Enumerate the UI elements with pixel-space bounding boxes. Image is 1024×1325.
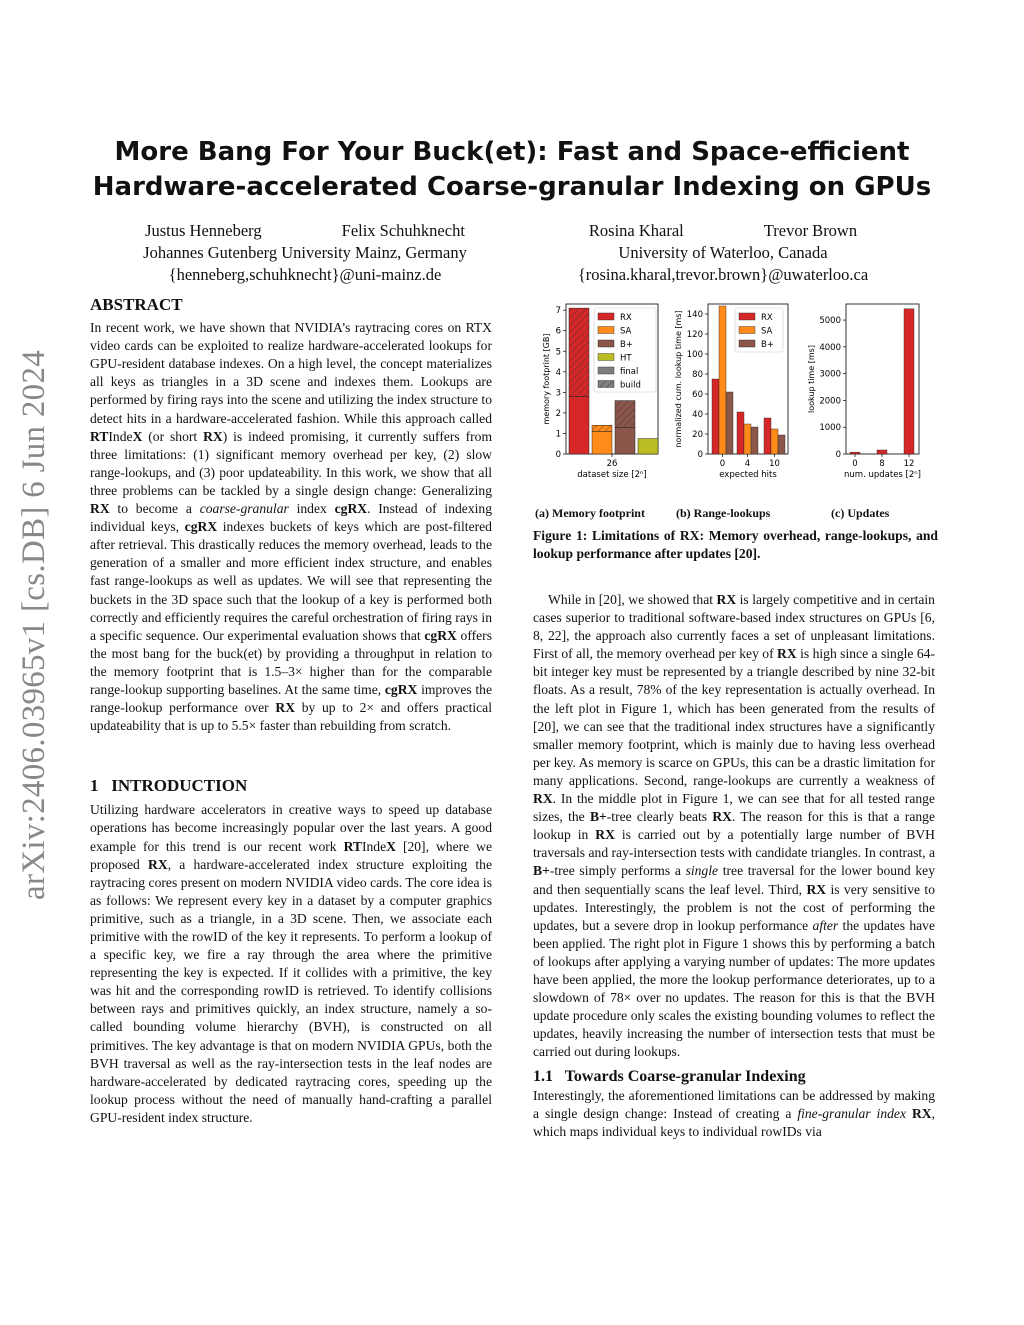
bar-RX-final bbox=[569, 396, 589, 454]
author-name: Trevor Brown bbox=[763, 221, 858, 240]
bar-SA bbox=[771, 429, 778, 454]
legend-hatch bbox=[598, 381, 614, 388]
author-block-right bbox=[508, 220, 938, 286]
bar-B+ bbox=[726, 392, 733, 454]
arxiv-identifier: arXiv:2406.03965v1 [cs.DB] 6 Jun 2024 bbox=[16, 349, 52, 900]
legend-label: SA bbox=[761, 326, 773, 337]
y-tick-label: 20 bbox=[692, 430, 703, 440]
left-column bbox=[90, 296, 492, 1127]
y-tick-label: 0 bbox=[835, 450, 841, 460]
author-name: Rosina Kharal bbox=[588, 221, 684, 240]
bar-SA bbox=[744, 424, 751, 454]
legend-label: final bbox=[620, 367, 639, 377]
author-name: Felix Schuhknecht bbox=[341, 221, 465, 240]
bar-SA bbox=[719, 306, 726, 454]
y-tick-label: 0 bbox=[555, 450, 561, 460]
title-line-2: Hardware-accelerated Coarse-granular Indexing on GPUs bbox=[92, 172, 932, 202]
figure-1-charts bbox=[533, 298, 943, 488]
figure-1 bbox=[533, 298, 943, 488]
title-line-1: More Bang For Your Buck(et): Fast and Space-efficient bbox=[114, 137, 910, 167]
y-axis-label: lookup time [ms] bbox=[807, 345, 816, 413]
y-axis-label: memory footprint [GB] bbox=[542, 333, 551, 425]
legend-label: B+ bbox=[761, 340, 774, 350]
author-name: Justus Henneberg bbox=[145, 221, 262, 240]
x-tick-label: 26 bbox=[606, 459, 618, 469]
x-tick-label: 8 bbox=[879, 459, 885, 469]
x-tick-label: 10 bbox=[769, 459, 780, 469]
legend-label: RX bbox=[620, 313, 632, 323]
x-axis-label: dataset size [2ⁿ] bbox=[577, 470, 647, 480]
bar-RX bbox=[877, 450, 887, 454]
legend-swatch-B+ bbox=[739, 340, 755, 347]
legend-label: RX bbox=[761, 313, 773, 323]
author-email: {henneberg,schuhknecht}@uni-mainz.de bbox=[168, 265, 442, 284]
legend-label: SA bbox=[620, 326, 632, 337]
figure-caption: Figure 1: Limitations of RX: Memory overhead, range-lookups, and lookup performance after updates [20]. bbox=[533, 528, 938, 561]
legend-swatch-SA bbox=[739, 327, 755, 334]
y-tick-label: 1000 bbox=[819, 423, 841, 434]
y-axis-label: normalized cum. lookup time [ms] bbox=[674, 310, 683, 448]
x-tick-label: 4 bbox=[744, 459, 751, 469]
bar-hatch bbox=[592, 425, 612, 431]
x-axis-label: num. updates [2ⁿ] bbox=[844, 470, 921, 480]
y-tick-label: 60 bbox=[692, 390, 703, 400]
legend-label: build bbox=[620, 380, 641, 391]
y-tick-label: 4 bbox=[555, 367, 561, 378]
paragraph: While in [20], we showed that RX is largely competitive and in certain cases superior to traditional software-based index structures on GPUs [6, 8, 22], the approach also currently faces a set of unpleasant limitations. First of all, the memory overhead per key of RX is high since a single 64-bit integer key must be represented by a triangle described by nine 32-bit floats. As a result, 78% of the key representation is actually overhead. In the left plot in Figure 1, which has been generated from the results of [20], we can see that the traditional index structures have a significantly smaller memory footprint, which is mainly due to having less overhead per key. As memory is scarce on GPUs, this can be a drastic limitation for many applications. Second, range-lookups are currently a weakness of RX. In the middle plot in Figure 1, we can see that for all tested range sizes, the B+-tree clearly beats RX. The reason for this is that a range lookup in RX is carried out by a potentially large number of BVH traversals and ray-intersection tests with candidate triangles. In contrast, a B+-tree simply performs a single tree traversal for the lower bound key and then sequentially scans the leaf level. Third, RX is very sensitive to updates. Interestingly, the problem is not the cost of performing the updates, but a severe drop in lookup performance after the updates have been applied. The right plot in Figure 1 shows this by performing a batch of lookups after applying a varying number of updates: The more updates have been applied, the more the lookup performance deteriorates, up to a slowdown of 78× over no updates. The reason for this is that the BVH update procedure only scales the existing bounding volumes to reflect the updates, heavily increasing the number of intersection tests that must be carried out during lookups. bbox=[533, 592, 936, 1060]
bar-RX bbox=[764, 418, 771, 454]
y-tick-label: 2000 bbox=[819, 396, 841, 407]
author-affiliation: University of Waterloo, Canada bbox=[618, 243, 828, 262]
paragraph: Interestingly, the aforementioned limitations can be addressed by making a single design change: Instead of creating a fine-granular index RX, which maps individual keys to individual rowIDs via bbox=[533, 1087, 935, 1139]
paper-title bbox=[60, 135, 964, 205]
y-tick-label: 6 bbox=[555, 326, 561, 337]
author-block-left bbox=[95, 220, 515, 286]
bar-RX bbox=[904, 309, 914, 454]
y-tick-label: 3000 bbox=[819, 369, 841, 380]
legend-swatch-RX bbox=[598, 313, 614, 320]
y-tick-label: 80 bbox=[692, 370, 703, 380]
bar-hatch bbox=[615, 401, 635, 428]
y-tick-label: 1 bbox=[555, 429, 561, 440]
y-tick-label: 4000 bbox=[819, 342, 841, 353]
bar-RX bbox=[737, 412, 744, 454]
x-tick-label: 0 bbox=[719, 459, 726, 469]
abstract-heading: ABSTRACT bbox=[90, 295, 183, 314]
author-email: {rosina.kharal,trevor.brown}@uwaterloo.ca bbox=[577, 265, 869, 284]
x-tick-label: 0 bbox=[852, 459, 858, 469]
author-names bbox=[508, 220, 938, 242]
subsection-heading: 1.1 Towards Coarse-granular Indexing bbox=[533, 1068, 806, 1086]
y-tick-label: 120 bbox=[686, 330, 703, 340]
bar-RX bbox=[850, 452, 860, 454]
bar-B+-final bbox=[615, 427, 635, 454]
y-tick-label: 7 bbox=[555, 306, 561, 317]
y-tick-label: 2 bbox=[555, 408, 561, 419]
y-tick-label: 5000 bbox=[819, 316, 841, 327]
x-tick-label: 12 bbox=[903, 459, 915, 469]
author-names bbox=[95, 220, 515, 242]
abstract-text: In recent work, we have shown that NVIDIA’s raytracing cores on RTX video cards can be exploited to realize hardware-accelerated lookups for GPU-resident database indexes. On a high level, the concept materializes all keys as triangles in a 3D scene and indexes them. Lookups are performed by firing rays into the scene and utilizing the index structure to detect hits in a hardware-accelerated fashion. While this approach called RTIndeX (or short RX) is indeed promising, it currently suffers from three limitations: (1) significant memory overhead per key, (2) slow range-lookups, and (3) poor updateability. In this work, we show that all three problems can be tackled by a single design change: Generalizing RX to become a coarse-granular index cgRX. Instead of indexing individual keys, cgRX indexes buckets of keys which are post-filtered after retrieval. This drastically reduces the memory overhead, leads to the generation of a smaller and more efficient index structure, and enables fast range-lookups as well as updates. We will see that representing the buckets in the 3D space such that the lookup of a key is performed both correctly and efficiently requires the careful orchestration of firing rays in a specific sequence. Our experimental evaluation shows that cgRX offers the most bang for the buck(et) by providing a throughput in relation to the memory footprint that is 1.5–3× higher than for the comparable range-lookup supporting baselines. At the same time, cgRX improves the range-lookup performance over RX by up to 2× and offers practical updateability that is up to 5.5× faster than rebuilding from scratch. bbox=[90, 320, 493, 734]
right-column bbox=[533, 591, 935, 1141]
y-tick-label: 5 bbox=[555, 347, 561, 358]
introduction-text: Utilizing hardware accelerators in creative ways to speed up database operations has become increasingly popular over the last years. A good example for this trend is our recent work RTIndeX [20], where we proposed RX, a hardware-accelerated index structure exploiting the raytracing cores present on modern NVIDIA video cards. The core idea is as follows: We represent every key in a dataset by a computer graphics primitive, such as a triangle, in a 3D scene. Then, we associate each primitive with the rowID of the key it represents. To perform a lookup of a specific key, we fire a ray through the area where the primitive representing the key is expected. If it collides with a primitive, the key was hit and the corresponding rowID is retrieved. To identify collisions between rays and primitives quickly, an index structure, namely a so-called bounding volume hierarchy (BVH), is constructed on all primitives. The key advantage is that on modern NVIDIA GPUs, both the BVH traversal as well as the ray-intersection tests in the leaf nodes are hardware-accelerated by dedicated raytracing cores, speeding up the lookup process without the need of manually hand-crafting a parallel GPU-resident index structure. bbox=[90, 802, 493, 1125]
legend-label: HT bbox=[620, 353, 632, 364]
y-tick-label: 140 bbox=[686, 310, 703, 320]
introduction-heading: 1 INTRODUCTION bbox=[90, 776, 248, 796]
y-tick-label: 3 bbox=[555, 388, 561, 399]
caption-c: (c) Updates bbox=[831, 506, 890, 520]
bar-B+ bbox=[778, 435, 785, 454]
author-affiliation: Johannes Gutenberg University Mainz, Germany bbox=[143, 243, 467, 262]
x-axis-label: expected hits bbox=[719, 470, 777, 480]
legend-swatch-RX bbox=[739, 313, 755, 320]
legend-swatch-B+ bbox=[598, 340, 614, 347]
y-tick-label: 40 bbox=[692, 410, 703, 420]
legend-swatch-SA bbox=[598, 327, 614, 334]
legend-swatch-final bbox=[598, 367, 614, 374]
bar-B+ bbox=[751, 427, 758, 454]
bar-HT-final bbox=[638, 439, 658, 454]
y-tick-label: 100 bbox=[686, 350, 703, 360]
bar-hatch bbox=[569, 308, 589, 396]
caption-b: (b) Range-lookups bbox=[676, 506, 771, 520]
bar-RX bbox=[712, 379, 719, 454]
legend-swatch-HT bbox=[598, 354, 614, 361]
legend-label: B+ bbox=[620, 340, 633, 350]
bar-SA-final bbox=[592, 431, 612, 454]
y-tick-label: 0 bbox=[697, 450, 703, 460]
caption-a: (a) Memory footprint bbox=[535, 506, 645, 520]
